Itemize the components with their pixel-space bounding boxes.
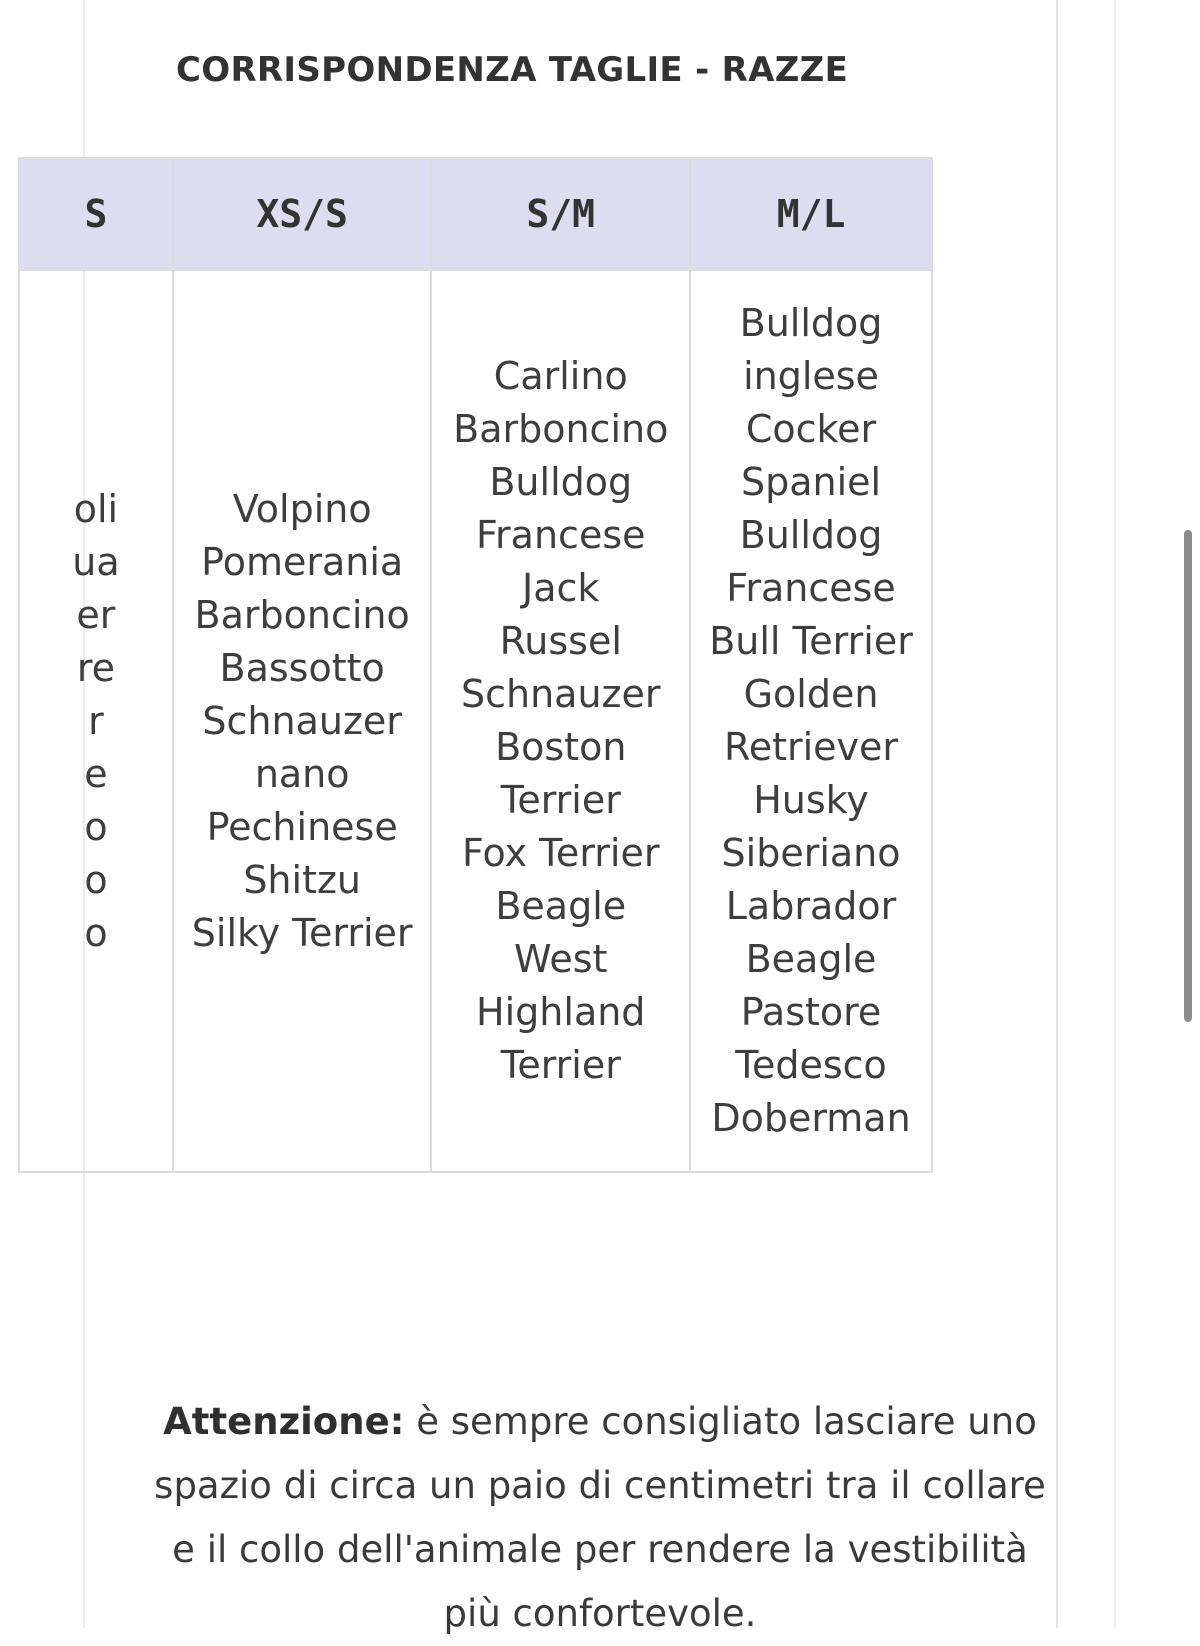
breeds-cell-xs-s: Volpino Pomerania Barboncino Bassotto Schnauzer nano Pechinese Shitzu Silky Terrier [173,270,432,1172]
page-scrollbar[interactable] [1184,530,1192,1022]
sizing-notice [140,1390,1060,1646]
size-table-scroll-container[interactable] [72,157,1057,1177]
column-header-s: S [19,158,173,270]
breeds-cell-s-m: Carlino Barboncino Bulldog Francese Jack Russel Schnauzer Boston Terrier Fox Terrier Beagle West Highland Terrier [431,270,690,1172]
section-title: CORRISPONDENZA TAGLIE - RAZZE [176,50,849,91]
column-header-m-l: M/L [690,158,932,270]
column-header-xs-s: XS/S [173,158,432,270]
table-row [19,270,932,1172]
column-header-s-m: S/M [431,158,690,270]
size-breed-table [18,157,933,1173]
notice-text: è sempre consigliato lasciare uno spazio di circa un paio di centimetri tra il collare e il collo dell'animale per rendere la vestibilità più confortevole. [154,1400,1046,1635]
table-header-row [19,158,932,270]
notice-label: Attenzione: [163,1400,405,1443]
breeds-cell-m-l: Bulldog inglese Cocker Spaniel Bulldog Francese Bull Terrier Golden Retriever Husky Siberiano Labrador Beagle Pastore Tedesco Doberman [690,270,932,1172]
breeds-cell-s: oli ua er re r e o o o [19,270,173,1172]
page-right-border [1114,0,1116,1628]
